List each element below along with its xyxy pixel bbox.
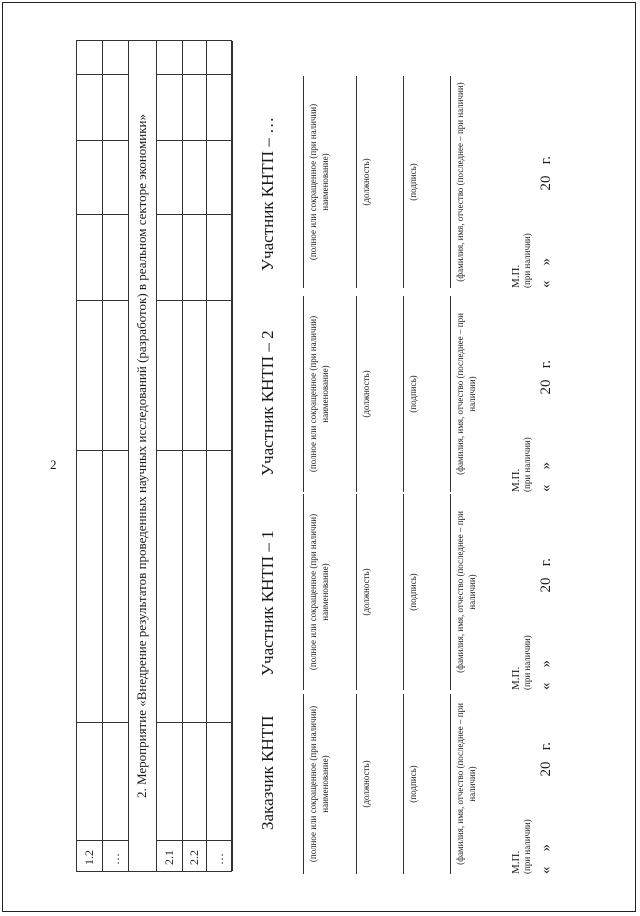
column-divider	[77, 300, 129, 301]
table-row	[207, 41, 233, 871]
stamp-placeholder: М.П.	[510, 468, 522, 492]
column-divider	[77, 722, 129, 723]
stamp-placeholder: М.П.	[510, 264, 522, 288]
column-divider	[77, 450, 129, 451]
caption-sign: (подпись)	[408, 375, 418, 413]
table-row	[77, 41, 103, 871]
signature-line	[450, 76, 451, 288]
signature-line	[403, 296, 404, 492]
signature-title: Заказчик КНТП	[258, 715, 277, 830]
table-row	[103, 41, 129, 871]
signature-date: « » 20 г.	[538, 558, 554, 690]
caption-position: (должность)	[361, 370, 371, 418]
activities-table	[76, 40, 232, 872]
signature-line	[450, 494, 451, 690]
column-divider	[157, 214, 233, 215]
stamp-note: (при наличии)	[522, 819, 532, 874]
column-divider	[77, 840, 129, 841]
row-number: 1.2	[82, 850, 96, 865]
signature-line	[303, 494, 304, 690]
section-2-title: 2. Мероприятие «Внедрение результатов проведенных научных исследований (разработок) в реальном секторе экономики»	[134, 114, 149, 798]
stamp-placeholder: М.П.	[510, 666, 522, 690]
caption-fio: (фамилия, имя, отчество (последнее – при наличии)	[455, 703, 477, 865]
stamp-note: (при наличии)	[522, 635, 532, 690]
signature-line	[356, 296, 357, 492]
caption-fio: (фамилия, имя, отчество (последнее – при наличии)	[455, 313, 477, 475]
caption-fio: (фамилия, имя, отчество (последнее – при наличии)	[455, 511, 477, 673]
caption-position: (должность)	[361, 158, 371, 206]
row-number: …	[108, 853, 122, 865]
column-divider	[157, 450, 233, 451]
signature-date: « » 20 г.	[538, 156, 554, 288]
caption-fio: (фамилия, имя, отчество (последнее – при наличии)	[455, 82, 465, 282]
column-divider	[157, 140, 233, 141]
row-number: …	[212, 853, 226, 865]
signature-line	[403, 494, 404, 690]
signature-title: Участник КНТП – 1	[258, 530, 277, 676]
column-divider	[157, 840, 233, 841]
signature-line	[303, 694, 304, 874]
table-row	[183, 41, 207, 871]
signature-line	[303, 76, 304, 288]
stamp-placeholder: М.П.	[510, 850, 522, 874]
signature-line	[356, 494, 357, 690]
row-number: 2.1	[162, 850, 176, 865]
column-divider	[157, 300, 233, 301]
column-divider	[157, 722, 233, 723]
row-number: 2.2	[187, 850, 201, 865]
caption-sign: (подпись)	[408, 765, 418, 803]
caption-name: (полное или сокращенное (при наличии) наименование)	[308, 103, 330, 261]
column-divider	[157, 74, 233, 75]
caption-name: (полное или сокращенное (при наличии) наименование)	[308, 513, 330, 671]
page-number: 2	[50, 457, 57, 472]
signature-title: Участник КНТП – 2	[258, 330, 277, 476]
section-heading-row	[129, 41, 157, 871]
caption-sign: (подпись)	[408, 163, 418, 201]
stamp-note: (при наличии)	[522, 233, 532, 288]
caption-name: (полное или сокращенное (при наличии) наименование)	[308, 315, 330, 473]
signature-line	[356, 694, 357, 874]
signature-date: « » 20 г.	[538, 742, 554, 874]
stamp-note: (при наличии)	[522, 437, 532, 492]
signature-title: Участник КНТП – …	[258, 116, 277, 271]
signature-line	[450, 694, 451, 874]
column-divider	[77, 74, 129, 75]
signature-line	[403, 76, 404, 288]
caption-name: (полное или сокращенное (при наличии) наименование)	[308, 705, 330, 863]
column-divider	[77, 140, 129, 141]
signature-line	[303, 296, 304, 492]
column-divider	[77, 214, 129, 215]
caption-position: (должность)	[361, 760, 371, 808]
signature-line	[403, 694, 404, 874]
table-row	[157, 41, 183, 871]
signature-line	[450, 296, 451, 492]
caption-position: (должность)	[361, 568, 371, 616]
signature-line	[356, 76, 357, 288]
signature-date: « » 20 г.	[538, 360, 554, 492]
caption-sign: (подпись)	[408, 573, 418, 611]
